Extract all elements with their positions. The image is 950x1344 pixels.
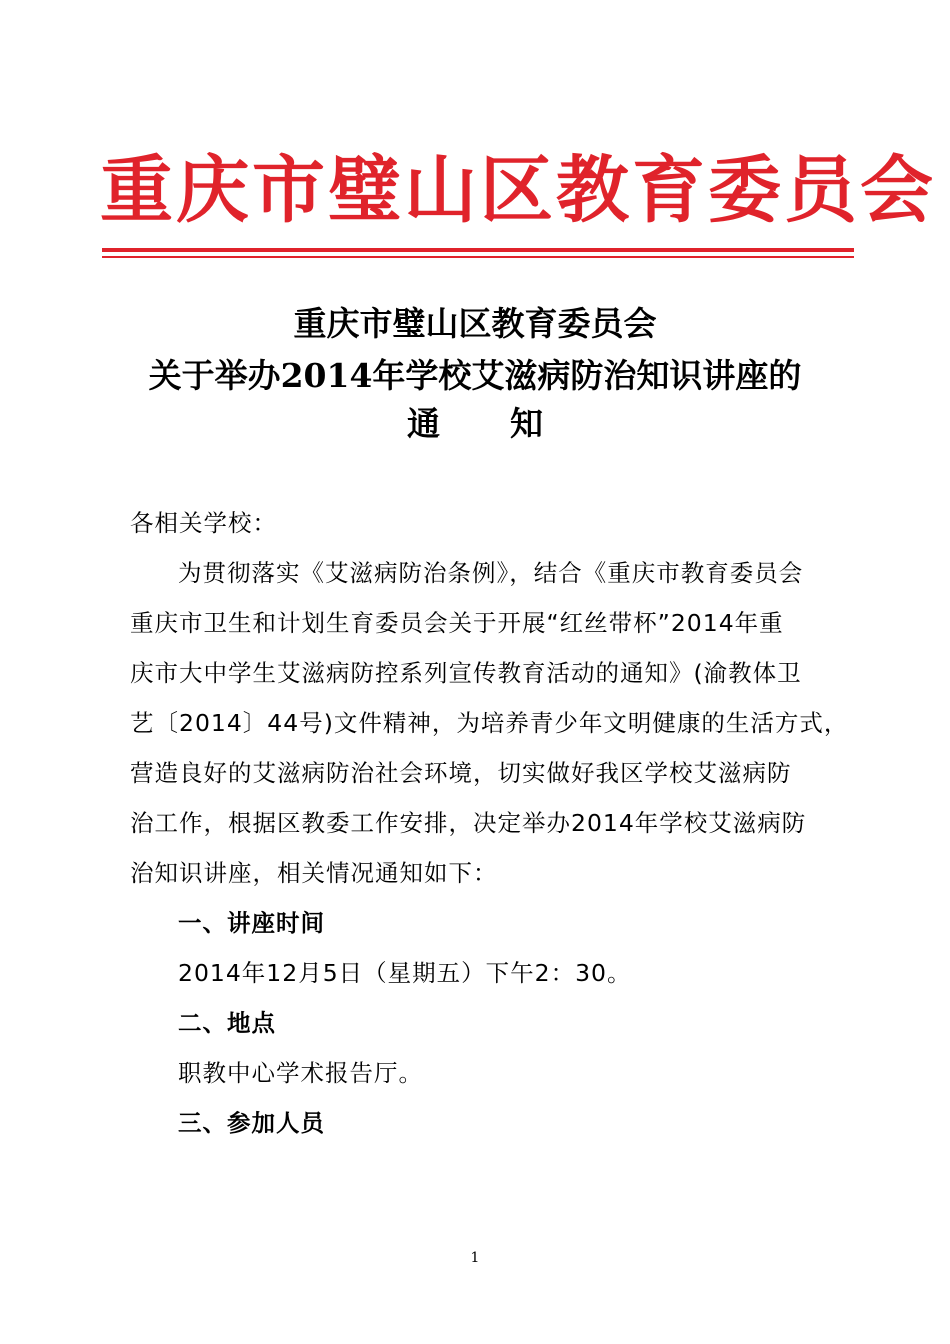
paragraph-line: 治工作，根据区教委工作安排，决定举办2014年学校艾滋病防 [130,809,807,837]
paragraph-line: 治知识讲座，相关情况通知如下： [130,859,498,887]
section-content-lecture-time: 2014年12月5日（星期五）下午2：30。 [178,959,632,987]
paragraph-line: 营造良好的艾滋病防治社会环境，切实做好我区学校艾滋病防 [130,759,792,787]
paragraph-line: 艺〔2014〕44号)文件精神，为培养青少年文明健康的生活方式， [130,709,849,737]
page-number: 1 [470,1250,480,1266]
section-heading-lecture-time: 一、讲座时间 [178,909,325,937]
document-title-word-zhi: 知 [510,404,543,443]
salutation: 各相关学校： [130,509,277,537]
section-content-location: 职教中心学术报告厅。 [178,1059,423,1087]
document-title-word-tong: 通 [407,404,440,443]
letterhead-red-rule-thin [102,256,854,258]
section-heading-participants: 三、参加人员 [178,1109,325,1137]
paragraph-line: 为贯彻落实《艾滋病防治条例》，结合《重庆市教育委员会 [178,559,804,587]
letterhead-org-name: 重庆市璧山区教育委员会 [100,147,936,233]
document-title-line-3 [80,400,870,448]
paragraph-line: 重庆市卫生和计划生育委员会关于开展“红丝带杯”2014年重 [130,609,784,637]
letterhead-red-rule-thick [102,248,854,252]
document-title-line-2: 关于举办2014年学校艾滋病防治知识讲座的 [148,356,802,395]
paragraph-line: 庆市大中学生艾滋病防控系列宣传教育活动的通知》(渝教体卫 [130,659,802,687]
section-heading-location: 二、地点 [178,1009,276,1037]
document-title-line-1: 重庆市璧山区教育委员会 [293,304,657,343]
